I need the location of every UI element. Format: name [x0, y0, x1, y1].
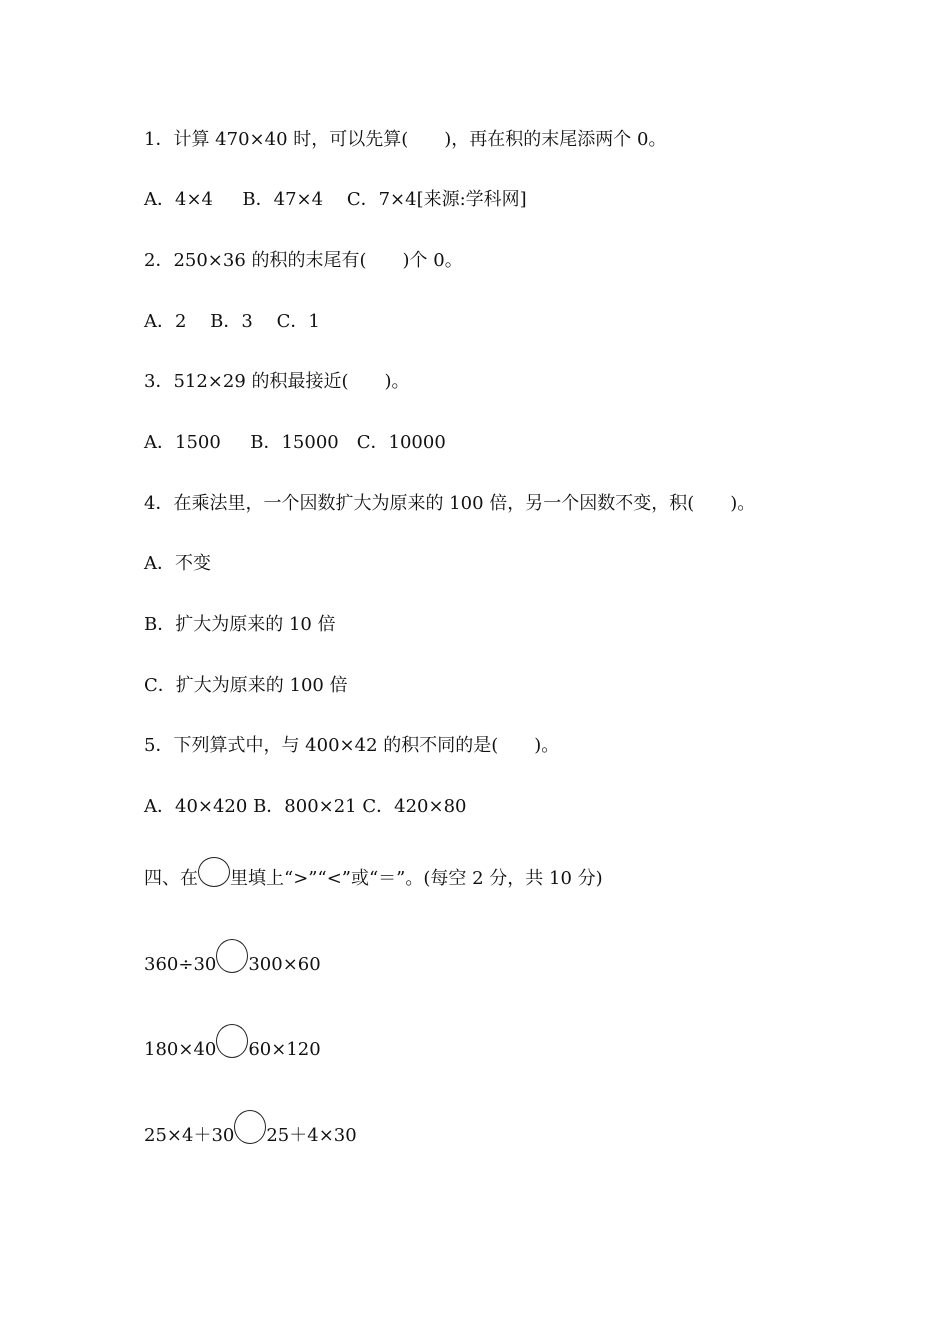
question-3-options: A．1500 B．15000 C．10000 — [144, 432, 446, 453]
comparison-row — [144, 1124, 357, 1148]
question-4-stem: 4．在乘法里，一个因数扩大为原来的 100 倍，另一个因数不变，积( )。 — [144, 493, 756, 514]
answer-circle-input[interactable] — [216, 1024, 248, 1058]
question-4-option-a: A．不变 — [144, 553, 211, 574]
answer-circle-input[interactable] — [234, 1110, 266, 1144]
question-3-stem: 3．512×29 的积最接近( )。 — [144, 371, 410, 392]
question-2-stem: 2．250×36 的积的末尾有( )个 0。 — [144, 250, 463, 271]
comparison-right: 25＋4×30 — [266, 1125, 357, 1146]
comparison-left: 25×4＋30 — [144, 1125, 235, 1146]
comparison-right: 60×120 — [248, 1039, 321, 1060]
comparison-left: 180×40 — [144, 1039, 217, 1060]
answer-circle-input[interactable] — [216, 939, 248, 973]
question-4-option-b: B．扩大为原来的 10 倍 — [144, 614, 336, 635]
blank-circle-icon — [198, 857, 230, 887]
comparison-row — [144, 1038, 321, 1062]
section-4-title-prefix: 四、在 — [144, 868, 198, 889]
section-4-title-suffix: 里填上“>”“<”或“＝”。(每空 2 分，共 10 分) — [230, 868, 603, 889]
question-2-options: A．2 B．3 C．1 — [144, 311, 320, 332]
question-1-stem: 1．计算 470×40 时，可以先算( )，再在积的末尾添两个 0。 — [144, 129, 667, 150]
section-4-title — [144, 867, 603, 891]
question-4-option-c: C．扩大为原来的 100 倍 — [144, 675, 348, 696]
comparison-left: 360÷30 — [144, 954, 217, 975]
comparison-row — [144, 953, 321, 977]
question-5-options: A．40×420 B．800×21 C．420×80 — [144, 796, 467, 817]
question-1-options: A．4×4 B．47×4 C．7×4[来源:学科网] — [144, 189, 527, 210]
comparison-right: 300×60 — [248, 954, 321, 975]
question-5-stem: 5．下列算式中，与 400×42 的积不同的是( )。 — [144, 735, 560, 756]
